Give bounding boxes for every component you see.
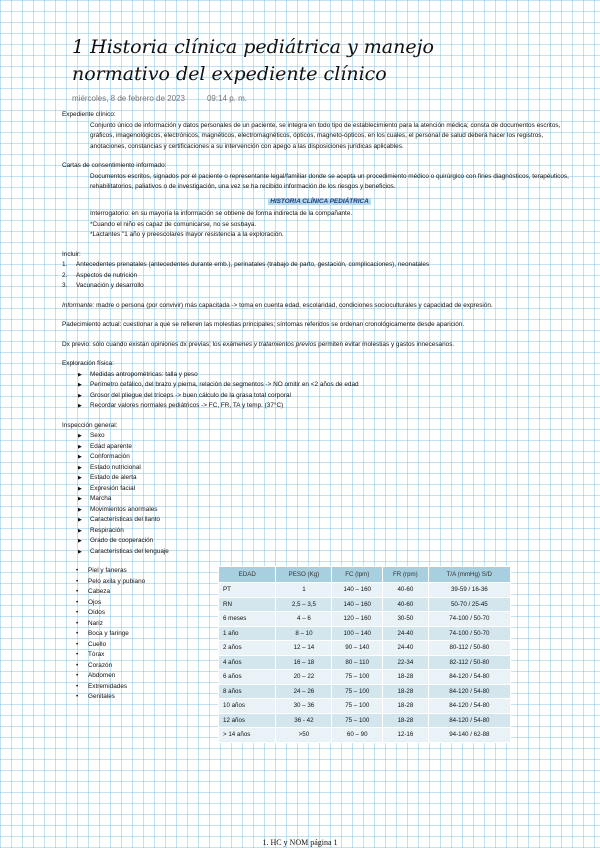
table-cell: 36 - 42 (276, 713, 332, 728)
bullet-icon: ▶ (78, 496, 82, 502)
dot-bullet-icon: • (76, 588, 79, 595)
dot-bullet-icon: • (76, 651, 79, 658)
bullet-icon: ▶ (78, 403, 82, 409)
list-item: 2. Aspectos de nutrición (62, 271, 138, 279)
table-cell: 50-70 / 25-45 (428, 597, 510, 612)
dot-bullet-icon: • (76, 577, 79, 585)
historia-line: Interrogatorio: en su mayoría la información se obtiene de forma indirecta de la compañante. (90, 210, 353, 217)
table-cell: 74-100 / 50-70 (428, 612, 510, 627)
table-row (219, 583, 511, 598)
list-item: ▶ Respiración (62, 526, 577, 537)
table-cell: 75 – 100 (332, 684, 383, 699)
list-item: • Genitales (62, 692, 577, 703)
table-cell: 4 años (219, 655, 276, 670)
table-cell: 40-60 (383, 583, 429, 598)
list-item: • Abdomen (62, 671, 577, 682)
dot-bullet-icon: • (76, 619, 79, 627)
historia-line: *Cuando el niño es capaz de comunicarse, no se sosbaya. (90, 220, 257, 228)
dot-bullet-icon: • (76, 661, 79, 669)
table-row (219, 670, 511, 685)
incluir-list (62, 260, 577, 292)
inspeccion-heading: Inspección general: (62, 421, 118, 429)
bullet-icon: ▶ (78, 433, 82, 439)
column-header: EDAD (219, 567, 276, 583)
table-cell: 80-112 / 50-80 (428, 641, 510, 656)
table-cell: 82-112 / 50-80 (428, 655, 510, 670)
table-cell: 6 meses (219, 612, 276, 627)
informante-text: Informante: madre o persona (por convivir) más capacitada -> toma en cuenta edad, escolaridad, condiciones socioculturales y capacidad de expresión. (62, 301, 493, 309)
list-item: ▶ Movimientos anormales (62, 505, 577, 516)
table-cell: 24-40 (383, 641, 429, 656)
column-header: FR (rpm) (383, 567, 429, 583)
list-item: ▶ Características del llanto (62, 515, 577, 526)
bullet-icon: ▶ (78, 392, 82, 399)
exploracion-list (62, 370, 577, 412)
table-cell: PT (219, 583, 276, 598)
table-cell: 1 (276, 583, 332, 598)
table-cell: 140 – 160 (332, 597, 383, 612)
table-cell: 6 años (219, 670, 276, 685)
table-cell: 120 – 160 (332, 612, 383, 627)
page-footer: 1. HC y NOM página 1 (262, 838, 338, 847)
list-item: ▶ Expresión facial (62, 484, 577, 495)
table-cell: 10 años (219, 699, 276, 714)
table-cell: 18-28 (383, 713, 429, 728)
list-item: 1. Antecedentes prenatales (antecedentes durante emb.), perinatales (trabajo de parto, gestación, complicaciones), neonatales (62, 261, 430, 268)
time-text: 09:14 p. m. (206, 94, 247, 103)
table-cell: 12 – 14 (276, 641, 332, 656)
table-cell: 30 – 36 (276, 699, 332, 714)
table-cell: 18-28 (383, 670, 429, 685)
table-body (219, 583, 511, 743)
table-row (219, 655, 511, 670)
vitals-table (218, 566, 511, 743)
incluir-heading: Incluir: (62, 250, 81, 258)
list-item: • Corazón (62, 661, 577, 672)
table-cell: 18-28 (383, 699, 429, 714)
bullet-icon: ▶ (78, 548, 82, 555)
column-header: T/A (mmHg) S/D (428, 567, 510, 583)
dot-bullet-icon: • (76, 640, 79, 648)
table-row (219, 626, 511, 641)
inspeccion-list (62, 431, 577, 557)
list-item: ▶ Estado nutricional (62, 463, 577, 474)
list-item: ▶ Edad aparente (62, 442, 577, 453)
dot-bullet-icon: • (76, 630, 79, 637)
table-cell: 20 – 22 (276, 670, 332, 685)
bullet-icon: ▶ (78, 443, 82, 450)
table-cell: >50 (276, 728, 332, 743)
historia-line: *Lactantes "1 año y preescolares mayor resistencia a la exploración. (90, 231, 284, 238)
table-cell: 84-120 / 54-80 (428, 670, 510, 685)
table-cell: 75 – 100 (332, 670, 383, 685)
historia-heading: HISTORIA CLÍNICA PEDIÁTRICA (270, 197, 369, 205)
bullet-icon: ▶ (78, 475, 82, 481)
bullet-icon: ▶ (78, 485, 82, 492)
list-item: ▶ Medidas antropométricas: talla y peso (62, 370, 577, 381)
list-item: ▶ Sexo (62, 431, 577, 442)
table-cell: 30-50 (383, 612, 429, 627)
list-item: ▶ Conformación (62, 452, 577, 463)
table-cell: 39-59 / 16-36 (428, 583, 510, 598)
table-cell: 84-120 / 54-80 (428, 699, 510, 714)
list-item: • Tórax (62, 650, 577, 661)
table-cell: 12-16 (383, 728, 429, 743)
bullet-icon: ▶ (78, 371, 82, 378)
table-cell: 4 – 6 (276, 612, 332, 627)
list-item: ▶ Perímetro cefálico, del brazo y pierna, relación de segmentos -> NO omitir en <2 años de edad (62, 380, 577, 391)
dot-bullet-icon: • (76, 682, 79, 690)
table-cell: 22-34 (383, 655, 429, 670)
table-cell: 16 – 18 (276, 655, 332, 670)
list-item: • Cabeza (62, 587, 577, 598)
expediente-heading: Expediente clínico: (62, 111, 116, 118)
dx-text: Dx previo: sólo cuando existan opiniones dx previas; los exámenes y tratamientos previos permiten evitar molestias y gastos innecesarios. (62, 340, 455, 348)
bullet-icon: ▶ (78, 454, 82, 460)
exploracion-heading: Exploración física: (62, 360, 114, 367)
table-cell: 40-60 (383, 597, 429, 612)
dot-bullet-icon: • (76, 598, 79, 606)
list-item: ▶ Grosor del pliegue del tríceps -> buen cálculo de la grasa total corporal (62, 391, 577, 402)
list-item: ▶ Recordar valores normales pediátricos -> FC, FR, TA y temp. (37°C) (62, 401, 577, 412)
table-cell: 24-40 (383, 626, 429, 641)
table-cell: 75 – 100 (332, 713, 383, 728)
table-cell: 90 – 140 (332, 641, 383, 656)
bullet-icon: ▶ (78, 527, 82, 534)
table-cell: 12 años (219, 713, 276, 728)
table-cell: 80 – 110 (332, 655, 383, 670)
dot-bullet-icon: • (76, 693, 79, 700)
date-text: miércoles, 8 de febrero de 2023 (72, 94, 185, 103)
table-cell: 74-100 / 50-70 (428, 626, 510, 641)
list-item: • Piel y faneras (62, 566, 577, 577)
column-header: FC (lpm) (332, 567, 383, 583)
table-row (219, 597, 511, 612)
list-item: ▶ Marcha (62, 494, 577, 505)
bullet-icon: ▶ (78, 464, 82, 471)
table-row (219, 641, 511, 656)
list-item: • Ojos (62, 598, 577, 609)
table-row (219, 612, 511, 627)
page-title: 1 Historia clínica pediátrica y manejo normativo del expediente clínico (72, 36, 434, 85)
dot-bullet-icon: • (76, 672, 79, 679)
bullet-icon: ▶ (78, 506, 82, 513)
timestamp (72, 94, 269, 103)
table-row (219, 728, 511, 743)
bullet-icon: ▶ (78, 382, 82, 388)
padecimiento-text: Padecimiento actual: cuestionar a qué se refieren las molestias principales; síntomas referidos se ordenan cronológicamente desde aparición. (62, 321, 465, 328)
dot-bullet-icon: • (76, 609, 79, 616)
expediente-text: Conjunto único de información y datos personales de un paciente, se integra en todo tipo de establecimiento para la atención médica; consta de documentos escritos, gráficos, imagenológicos, electrónicos, magnéticos, electromagnéticos, ópticos, magneto-ópticos, en los cuales, el personal de salud deberá hacer los registros, anotaciones, constancias y certificaciones a su intervención con apego a las disposiciones jurídicas aplicables. (90, 121, 561, 150)
table-cell: 60 – 90 (332, 728, 383, 743)
table-cell: 94-140 / 62-88 (428, 728, 510, 743)
table-row (219, 684, 511, 699)
dot-bullet-icon: • (76, 567, 79, 574)
list-item: • Oídos (62, 608, 577, 619)
table-cell: 75 – 100 (332, 699, 383, 714)
list-item: ▶ Grado de cooperación (62, 536, 577, 547)
list-item: • Nariz (62, 619, 577, 630)
cartas-text: Documentos escritos, signados por el paciente o representante legal/familiar donde se acepta un procedimiento médico o quirúrgico con fines diagnósticos, terapéuticos, rehabilitatorios, paliativos o de investigación, una vez se ha recibido información de los riesgos y beneficios. (90, 172, 569, 190)
table-cell: 8 años (219, 684, 276, 699)
list-item: 3. Vacunación y desarrollo (62, 282, 144, 289)
table-cell: 8 – 10 (276, 626, 332, 641)
table-header-row (219, 567, 511, 583)
table-cell: RN (219, 597, 276, 612)
table-cell: 2,5 – 3,5 (276, 597, 332, 612)
list-item: • Extremidades (62, 682, 577, 693)
list-item: • Boca y faringe (62, 629, 577, 640)
list-item: ▶ Estado de alerta (62, 473, 577, 484)
table-row (219, 713, 511, 728)
column-header: PESO (Kg) (276, 567, 332, 583)
table-row (219, 699, 511, 714)
table-cell: 18-28 (383, 684, 429, 699)
list-item: • Cuello (62, 640, 577, 651)
table-cell: 2 años (219, 641, 276, 656)
table-cell: 140 – 160 (332, 583, 383, 598)
table-cell: 1 año (219, 626, 276, 641)
bullet-icon: ▶ (78, 538, 82, 544)
bullet-icon: ▶ (78, 517, 82, 523)
list-item: • Pelo axila y pubiano (62, 577, 577, 588)
table-cell: 100 – 140 (332, 626, 383, 641)
table-cell: > 14 años (219, 728, 276, 743)
table-cell: 84-120 / 54-80 (428, 684, 510, 699)
cartas-heading: Cartas de consentimiento informado: (62, 162, 167, 169)
table-cell: 24 – 26 (276, 684, 332, 699)
list-item: ▶ Características del lenguaje (62, 547, 577, 558)
table-cell: 84-120 / 54-80 (428, 713, 510, 728)
